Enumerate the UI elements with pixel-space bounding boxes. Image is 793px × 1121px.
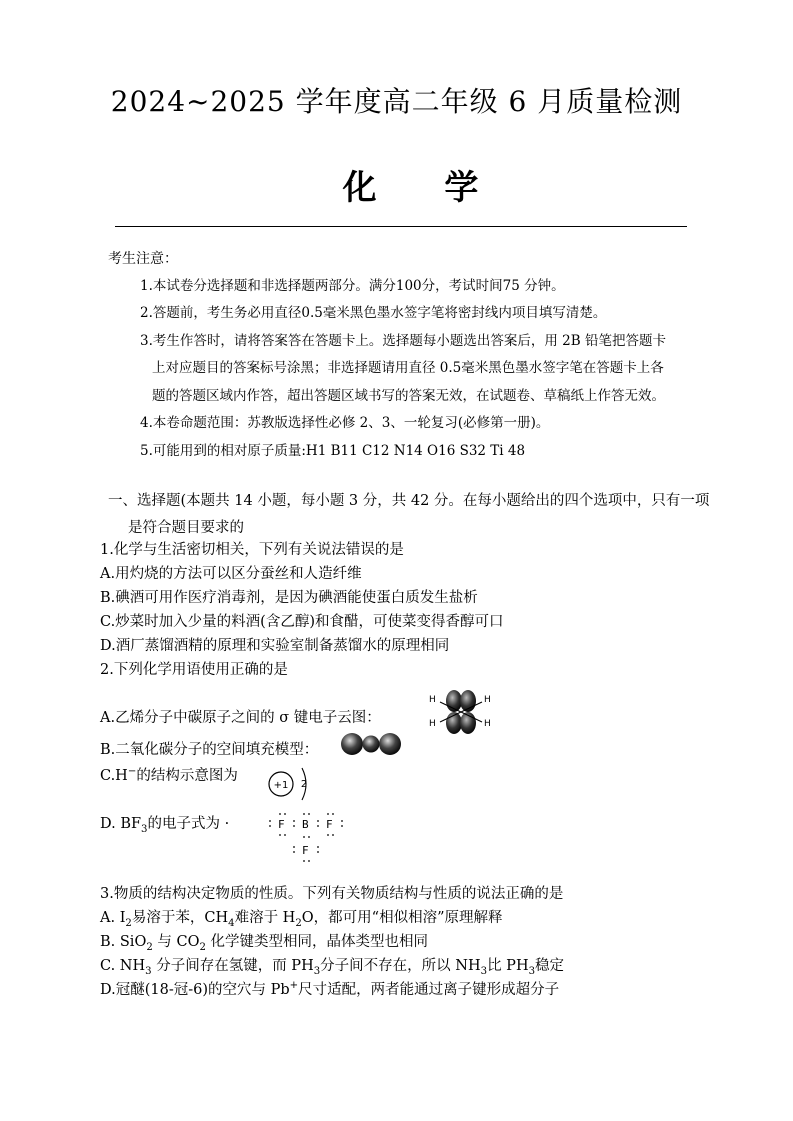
q2-d-text-1: D. BF xyxy=(100,816,142,832)
lewis-b: B xyxy=(302,818,309,831)
q2-option-d xyxy=(100,812,229,836)
sigma-bond-electron-cloud-figure xyxy=(426,688,496,736)
notice-item-3-cont1: 上对应题目的答案标号涂黑；非选择题请用直径 0.5毫米黑色墨水签字笔在答题卡上各 xyxy=(152,360,664,376)
subject-title: 化 学 xyxy=(342,168,507,208)
section-heading: 一、选择题(本题共 14 小题，每小题 3 分，共 42 分。在每小题给出的四个选项中，只有一项 xyxy=(108,493,710,509)
h-minus-structure-diagram xyxy=(266,764,316,804)
h-label-3: H xyxy=(484,695,491,705)
q2-c-text: 的结构示意图为 xyxy=(136,768,238,784)
notice-item-3-cont2: 题的答题区域内作答，超出答题区域书写的答案无效，在试题卷、草稿纸上作答无效。 xyxy=(152,388,665,404)
notice-item-2: 2.答题前，考生务必用直径0.5毫米黑色墨水签字笔将密封线内项目填写清楚。 xyxy=(140,305,607,321)
q1-option-c: C.炒菜时加入少量的料酒(含乙醇)和食醋，可使菜变得香醇可口 xyxy=(100,614,504,630)
q2-d-sub: 3 xyxy=(141,823,148,835)
notice-item-4: 4.本卷命题范围：苏教版选择性必修 2、3、一轮复习(必修第一册)。 xyxy=(140,415,550,431)
q1-option-a: A.用灼烧的方法可以区分蚕丝和人造纤维 xyxy=(100,566,362,582)
lewis-f-right: F xyxy=(326,818,333,831)
q2-c-charge: − xyxy=(127,766,137,778)
q1-stem: 1.化学与生活密切相关，下列有关说法错误的是 xyxy=(100,542,404,558)
lewis-f-left: F xyxy=(278,818,285,831)
q1-option-d: D.酒厂蒸馏酒精的原理和实验室制备蒸馏水的原理相同 xyxy=(100,638,450,654)
h-label-1: H xyxy=(429,695,436,705)
co2-space-filling-model xyxy=(340,731,402,757)
q2-d-text-2: 的电子式为 · xyxy=(147,816,230,832)
o-atom-left xyxy=(341,733,363,755)
q1-option-b: B.碘酒可用作医疗消毒剂，是因为碘酒能使蛋白质发生盐析 xyxy=(100,590,478,606)
q2-option-a: A.乙烯分子中碳原子之间的 σ 键电子云图： xyxy=(100,710,381,726)
lewis-f-bottom: F xyxy=(302,844,309,857)
h-label-2: H xyxy=(429,719,436,729)
q2-option-b: B.二氧化碳分子的空间填充模型： xyxy=(100,742,319,758)
q3-stem: 3.物质的结构决定物质的性质。下列有关物质结构与性质的说法正确的是 xyxy=(100,886,564,902)
q2-stem: 2.下列化学用语使用正确的是 xyxy=(100,662,288,678)
q2-option-c xyxy=(100,764,238,788)
nucleus-label: +1 xyxy=(273,780,289,791)
q3-option-a: A. $I_2$易溶于苯，$CH_4$难溶于 $H_2O$，都可用“相似相溶”原理解释 xyxy=(100,910,503,929)
h-label-4: H xyxy=(484,719,491,729)
q3-option-c: C. $NH_3$ 分子间存在氢键，而 $PH_3$分子间不存在，所以 $NH_3$比 $PH_3$稳定 xyxy=(100,958,565,977)
exam-title: 2024~2025 学年度高二年级 6 月质量检测 xyxy=(110,85,683,118)
shell-electron-count: 2 xyxy=(300,779,308,790)
q3-option-d: D.冠醚(18-冠-6)的空穴与 Pb+尺寸适配，两者能通过离子键形成超分子 xyxy=(100,980,560,998)
notice-heading: 考生注意： xyxy=(108,251,178,267)
header-divider xyxy=(115,226,687,227)
bf3-lewis-structure xyxy=(262,808,352,864)
q3-option-b: B. SiO$_2$ 与 $CO_2$ 化学键类型相同，晶体类型也相同 xyxy=(100,934,429,953)
notice-item-1: 1.本试卷分选择题和非选择题两部分。满分100分，考试时间75 分钟。 xyxy=(140,278,565,294)
section-heading-cont: 是符合题目要求的 xyxy=(128,520,244,536)
o-atom-right xyxy=(379,733,401,755)
q2-c-symbol: C.H xyxy=(100,768,128,784)
notice-item-3: 3.考生作答时，请将答案答在答题卡上。选择题每小题选出答案后，用 2B 铅笔把答题卡 xyxy=(140,333,666,349)
notice-item-5: 5.可能用到的相对原子质量:H1 B11 C12 N14 O16 S32 Ti 48 xyxy=(140,443,526,459)
c-atom xyxy=(363,736,380,753)
